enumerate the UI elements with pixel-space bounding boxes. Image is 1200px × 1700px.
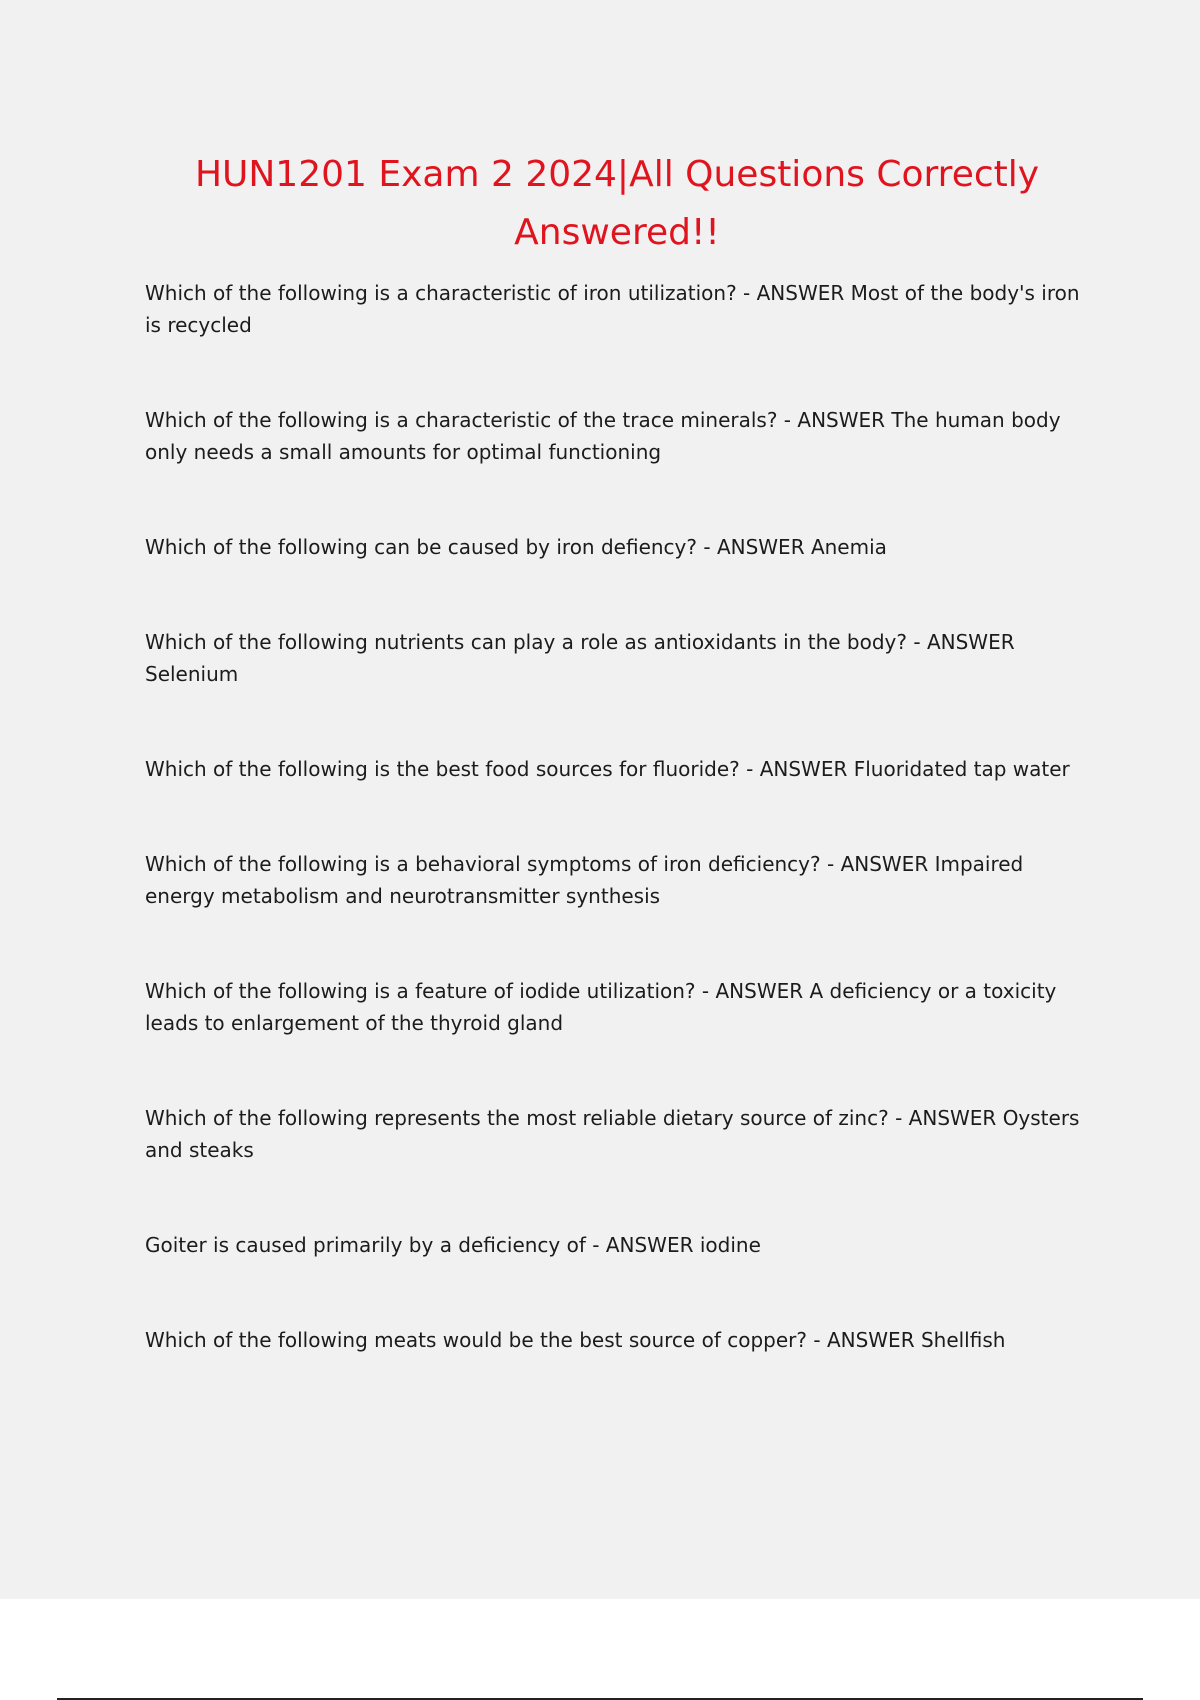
- separator: -: [807, 1328, 827, 1352]
- question-text: Which of the following is the best food sources for fluoride?: [145, 757, 740, 781]
- answer-text: Fluoridated tap water: [853, 757, 1070, 781]
- answer-text: A deficiency or a toxicity leads to enlargement of the thyroid gland: [145, 979, 1057, 1035]
- answer-marker: ANSWER: [840, 852, 929, 876]
- separator: -: [697, 535, 717, 559]
- answer-marker: ANSWER: [715, 979, 804, 1003]
- question-text: Goiter is caused primarily by a deficiency of: [145, 1233, 586, 1257]
- answer-marker: ANSWER: [926, 630, 1015, 654]
- qa-item: [145, 277, 1085, 341]
- qa-item: [145, 848, 1085, 912]
- qa-item: [145, 626, 1085, 690]
- separator: -: [820, 852, 841, 876]
- answer-marker: ANSWER: [716, 535, 805, 559]
- qa-item: [145, 531, 1085, 563]
- separator: -: [695, 979, 716, 1003]
- qa-item: [145, 1324, 1085, 1356]
- separator: -: [736, 281, 757, 305]
- qa-item: [145, 1102, 1085, 1166]
- separator: -: [777, 408, 798, 432]
- separator: -: [888, 1106, 909, 1130]
- qa-item: [145, 753, 1085, 785]
- question-text: Which of the following can be caused by iron defiency?: [145, 535, 697, 559]
- answer-marker: ANSWER: [826, 1328, 915, 1352]
- question-text: Which of the following represents the most reliable dietary source of zinc?: [145, 1106, 889, 1130]
- question-text: Which of the following nutrients can play a role as antioxidants in the body?: [145, 630, 908, 654]
- answer-text: The human body only needs a small amounts for optimal functioning: [145, 408, 1061, 464]
- answer-marker: ANSWER: [908, 1106, 997, 1130]
- qa-item: [145, 404, 1085, 468]
- question-text: Which of the following is a behavioral symptoms of iron deficiency?: [145, 852, 821, 876]
- answer-text: Impaired energy metabolism and neurotransmitter synthesis: [145, 852, 1024, 908]
- answer-marker: ANSWER: [759, 757, 848, 781]
- separator: -: [739, 757, 760, 781]
- separator: -: [907, 630, 927, 654]
- answer-text: Selenium: [145, 662, 239, 686]
- answer-text: Shellfish: [920, 1328, 1006, 1352]
- answer-text: iodine: [699, 1233, 761, 1257]
- question-text: Which of the following meats would be the best source of copper?: [145, 1328, 807, 1352]
- qa-item: [145, 1229, 1085, 1261]
- answer-text: Oysters and steaks: [145, 1106, 1080, 1162]
- question-text: Which of the following is a feature of iodide utilization?: [145, 979, 696, 1003]
- separator: -: [585, 1233, 606, 1257]
- document-title: HUN1201 Exam 2 2024|All Questions Correctly Answered!!: [194, 154, 1040, 253]
- qa-list: [145, 277, 1085, 1419]
- qa-item: [145, 975, 1085, 1039]
- answer-marker: ANSWER: [797, 408, 886, 432]
- answer-marker: ANSWER: [756, 281, 845, 305]
- answer-text: Most of the body's iron is recycled: [145, 281, 1080, 337]
- answer-marker: ANSWER: [605, 1233, 694, 1257]
- question-text: Which of the following is a characteristic of the trace minerals?: [145, 408, 778, 432]
- answer-text: Anemia: [810, 535, 887, 559]
- question-text: Which of the following is a characteristic of iron utilization?: [145, 281, 737, 305]
